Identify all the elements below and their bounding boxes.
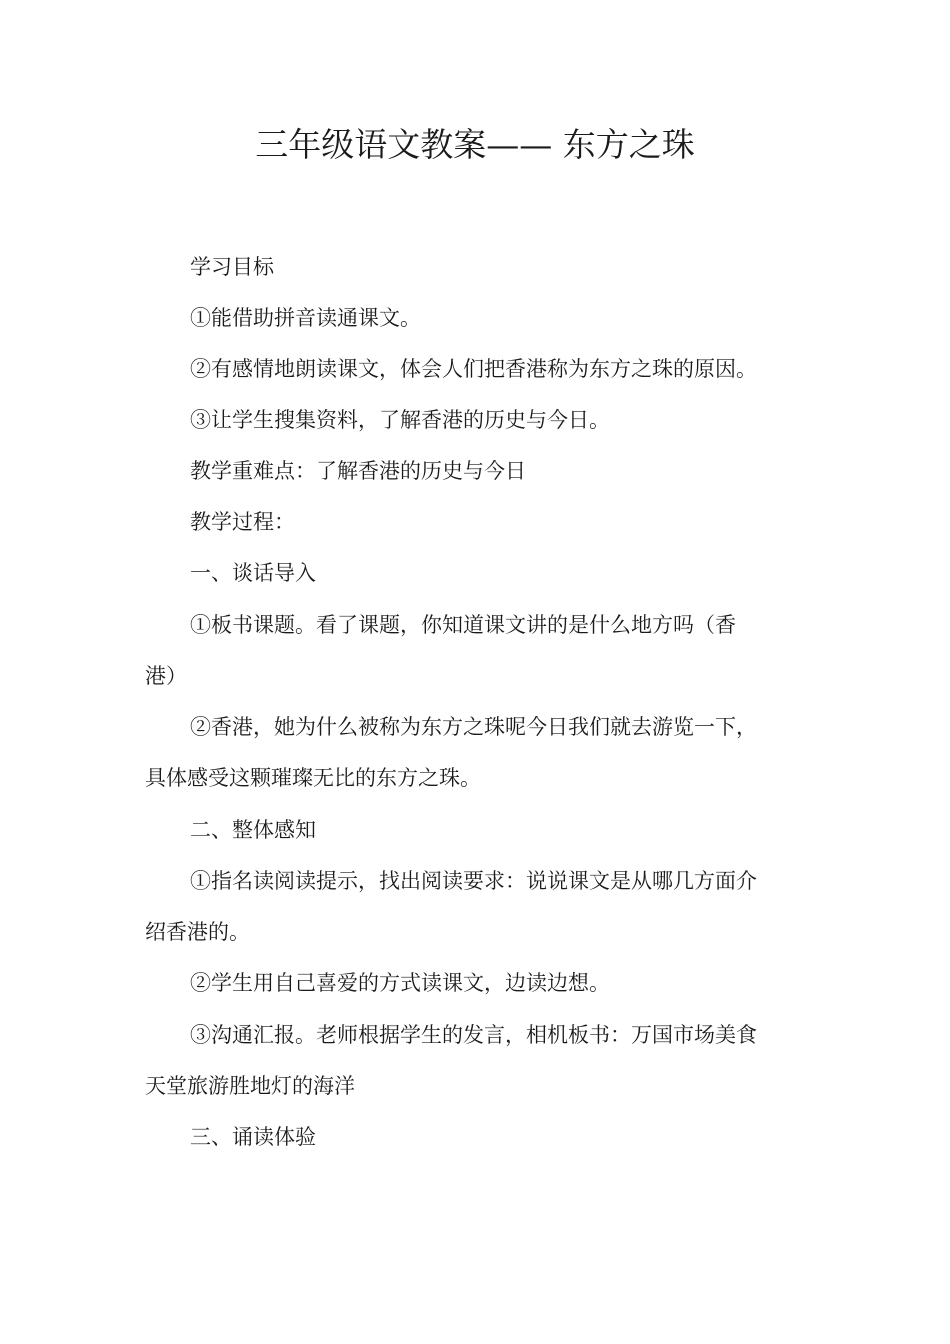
goal-item-1: ①能借助拼音读通课文。 [190, 306, 421, 330]
document-title: 三年级语文教案—— 东方之珠 [255, 125, 695, 164]
paragraph-line: ③沟通汇报。老师根据学生的发言，相机板书：万国市场美食 [190, 1023, 757, 1047]
paragraph-line: ①板书课题。看了课题，你知道课文讲的是什么地方吗（香 [190, 613, 736, 637]
paragraph-line: 港） [145, 664, 187, 688]
paragraph-line: ②香港，她为什么被称为东方之珠呢今日我们就去游览一下， [190, 715, 757, 739]
section-heading-intro: 一、谈话导入 [190, 561, 316, 585]
paragraph-line: 天堂旅游胜地灯的海洋 [145, 1074, 355, 1098]
paragraph-line: ②学生用自己喜爱的方式读课文，边读边想。 [190, 971, 610, 995]
goal-item-3: ③让学生搜集资料，了解香港的历史与今日。 [190, 408, 610, 432]
key-points-line: 教学重难点：了解香港的历史与今日 [190, 459, 526, 483]
section-heading-process: 教学过程： [190, 510, 295, 534]
paragraph-line: 绍香港的。 [145, 920, 250, 944]
paragraph-line: ①指名读阅读提示，找出阅读要求：说说课文是从哪几方面介 [190, 869, 757, 893]
goal-item-2: ②有感情地朗读课文，体会人们把香港称为东方之珠的原因。 [190, 357, 757, 381]
section-heading-overview: 二、整体感知 [190, 818, 316, 842]
section-heading-learning-goals: 学习目标 [190, 255, 274, 279]
paragraph-line: 具体感受这颗璀璨无比的东方之珠。 [145, 766, 481, 790]
section-heading-reading: 三、诵读体验 [190, 1125, 316, 1149]
